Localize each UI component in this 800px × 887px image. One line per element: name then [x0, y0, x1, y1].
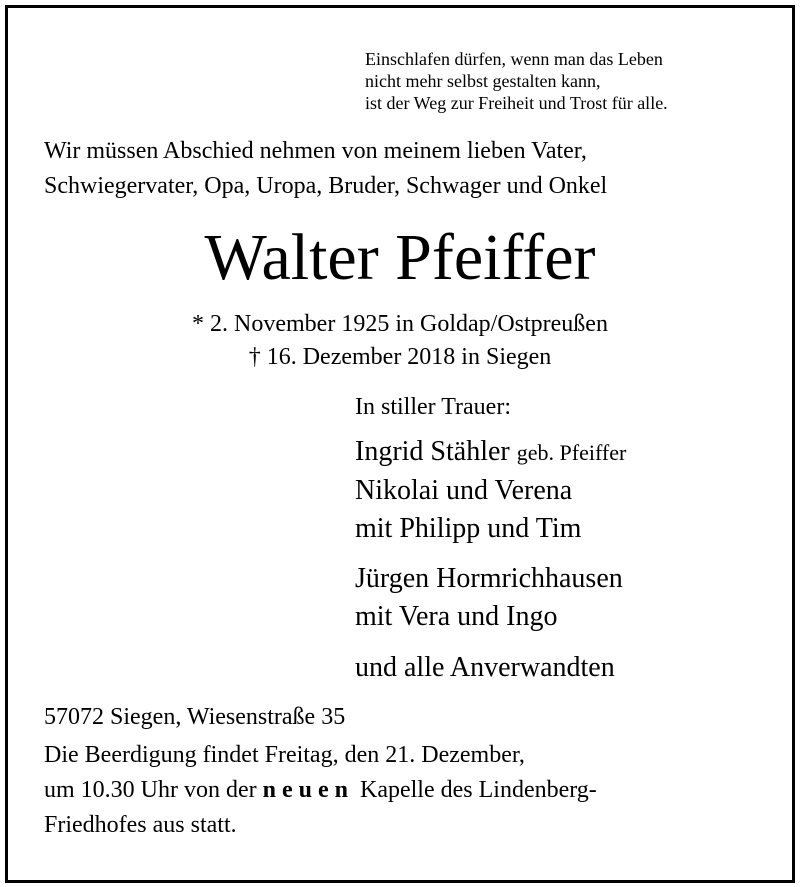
intro-text [44, 134, 607, 204]
funeral-text: Kapelle des Lindenberg- [354, 777, 597, 803]
emphasis-word: neuen [262, 777, 354, 803]
funeral-notice [44, 738, 597, 843]
mourner-line: mit Vera und Ingo [355, 601, 558, 632]
mourner-line [355, 433, 626, 472]
mourner-name: Ingrid Stähler [355, 436, 510, 467]
mourner-line: Nikolai und Verena [355, 475, 573, 506]
motto-line: ist der Weg zur Freiheit und Trost für alle. [365, 93, 668, 113]
funeral-line: Die Beerdigung findet Freitag, den 21. Dezember, [44, 742, 525, 768]
motto-line: nicht mehr selbst gestalten kann, [365, 71, 601, 91]
mourners-list [355, 390, 626, 687]
mourner-line: Jürgen Hormrichhausen [355, 563, 623, 594]
motto-verse [365, 48, 668, 114]
funeral-line: Friedhofes aus statt. [44, 812, 237, 838]
mourners-label: In stiller Trauer: [355, 394, 511, 420]
intro-line: Schwiegervater, Opa, Uropa, Bruder, Schwager und Onkel [44, 173, 608, 199]
mourner-group [355, 560, 626, 636]
life-dates [0, 308, 800, 374]
birth-date: * 2. November 1925 in Goldap/Ostpreußen [192, 311, 608, 337]
deceased-name: Walter Pfeiffer [204, 221, 596, 294]
mourner-group [355, 433, 626, 548]
motto-line: Einschlafen dürfen, wenn man das Leben [365, 49, 663, 69]
funeral-text: um 10.30 Uhr von der [44, 777, 263, 803]
maiden-name: geb. Pfeiffer [516, 440, 627, 465]
mourner-line: mit Philipp und Tim [355, 513, 582, 544]
intro-line: Wir müssen Abschied nehmen von meinem lieben Vater, [44, 138, 587, 164]
mourner-line: und alle Anverwandten [355, 652, 615, 683]
funeral-line [44, 773, 597, 808]
family-address: 57072 Siegen, Wiesenstraße 35 [44, 704, 346, 730]
death-date: † 16. Dezember 2018 in Siegen [248, 344, 552, 370]
mourner-group [355, 649, 626, 687]
